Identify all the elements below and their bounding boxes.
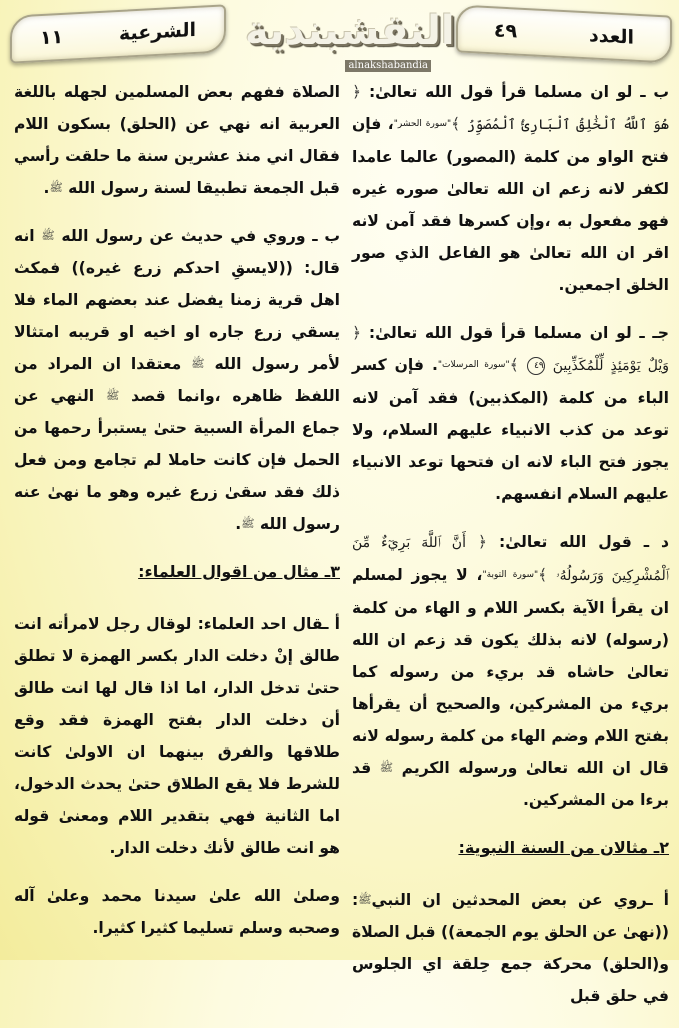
closing-prayer: وصلىٰ الله علىٰ سيدنا محمد وعلىٰ آله وصحبه وسلم تسليما كثيرا كثيرا. — [14, 887, 340, 937]
paragraph-text: ، لا يجوز لمسلم ان يقرأ الآية بكسر اللام و الهاء من كلمة (رسوله) لانه بذلك يكون قد زعم ان الله تعالىٰ حاشاه قد بريء من رسوله كما بريء من المشركين، والصحيح أن يقرأها بفتح اللام وضم الهاء من كلمة رسوله لانه قال ان الله تعالىٰ ورسوله الكريم — [352, 566, 669, 777]
quran-bracket-close: ﴾ — [451, 115, 461, 133]
paragraph-lead: جـ ـ لو ان مسلما قرأ قول الله تعالىٰ: — [361, 324, 669, 342]
quran-bracket-open: ﴿ — [352, 324, 362, 342]
period: . — [235, 515, 242, 533]
right-column — [352, 76, 669, 1028]
quran-bracket-open: ﴿ — [352, 83, 362, 101]
paragraph-lead: ب ـ وروي في حديث عن رسول الله — [54, 227, 340, 245]
paragraph-text: قد برءا من المشركين. — [352, 759, 669, 809]
section-banner — [10, 4, 226, 63]
period: . — [43, 179, 50, 197]
salawat-icon: ﷺ — [191, 357, 205, 370]
paragraph-text: الصلاة ففهم بعض المسلمين لجهله باللغة العربية انه نهي عن (الحلق) بسكون اللام فقال اني منذ عشرين سنة ما حلقت رأسي قبل الجمعة تطبيقا لسنة رسول الله — [14, 83, 340, 197]
paragraph-b-right — [352, 76, 669, 301]
salawat-icon: ﷺ — [105, 389, 120, 402]
paragraph-lead: أ ـروي عن بعض المحدثين ان النبي — [371, 891, 669, 909]
logo-arabic: النقشبندية — [245, 8, 455, 54]
paragraph-text: انه قال: ((لايسقِ احدكم زرع غيره)) فمكث اهل قرية زمنا يفضل عند بعضهم الماء فلا يسقي زرع جاره او اخيه او قريبه امتثالا لأمر رسول الله — [14, 227, 340, 373]
left-column — [14, 76, 340, 960]
paragraph-j-right — [352, 317, 669, 510]
paragraph-a-left: أ ـقال احد العلماء: لوقال رجل لامرأته انت طالق إنْ دخلت الدار بكسر الهمزة لا تطلق حتىٰ تدخل الدار، اما اذا قال لها انت طالق أن دخلت الدار بفتح الهمزة فقد وقع طلاقها والفرق بينهما ان الاولىٰ كانت للشرط فلا يقع الطلاق حتىٰ يحدث الدخول، اما الثانية فهي بتقدير اللام ومعنىٰ قوله هو انت طالق لأنك دخلت الدار. — [14, 615, 340, 857]
page-number: ١١ — [39, 25, 64, 50]
section-heading-2: ٢ـ مثالان من السنة النبوية: — [458, 838, 669, 857]
logo-english: alnakshabandia — [345, 60, 431, 72]
sura-reference: "سورة الحشر" — [393, 119, 452, 129]
issue-number: ٤٩ — [493, 19, 518, 43]
quran-bracket-close: ﴾ — [538, 566, 548, 584]
ayah-number: ٤٩ — [527, 357, 545, 375]
sura-reference: "سورة المرسلات" — [437, 360, 510, 370]
paragraph-lead: د ـ قول الله تعالىٰ: — [487, 533, 669, 551]
page-header — [0, 0, 679, 74]
quran-verse: وَيْلٌ يَوْمَئِذٍ لِّلْمُكَذِّبِينَ — [552, 358, 670, 374]
issue-label: العدد — [588, 24, 635, 49]
paragraph-text: :((نهىٰ عن الحلق يوم الجمعة)) قبل الصلاة و(الحلق) محركة جمع حِلقة اي الجلوس في حلق قبل — [352, 891, 669, 1005]
salawat-icon: ﷺ — [241, 517, 255, 530]
issue-banner — [456, 4, 672, 63]
salawat-icon: ﷺ — [358, 893, 372, 906]
paragraph-text: النهي عن جماع المرأة السبية حتىٰ يستبرأ رحمها من الحمل فإن كانت حاملا لم تجامع ومن فعل ذلك فقد سقىٰ زرع غيره وهو ما نهىٰ عنه رسول الله — [14, 387, 340, 533]
quran-verse: هُوَ ٱللَّهُ ٱلْخَٰلِقُ ٱلْبَارِئُ ٱلْمُصَوِّرُ — [466, 117, 669, 133]
salawat-icon: ﷺ — [379, 761, 394, 774]
paragraph-lead: ب ـ لو ان مسلما قرأ قول الله تعالىٰ: — [361, 83, 669, 101]
quran-verse: أَنَّ ٱللَّهَ بَرِيٓءٌ مِّنَ ٱلْمُشْرِكِينَ وَرَسُولُهُۥ — [352, 535, 669, 584]
paragraph-text: . فإن كسر الباء من كلمة (المكذبين) فقد آمن لانه توعد من كذب الانبياء عليهم السلام، ولا يجوز فتح الباء لانه ان فتحها توعد الانبياء عليهم السلام انفسهم. — [352, 356, 669, 503]
section-heading-3: ٣ـ مثال من اقوال العلماء: — [138, 562, 340, 581]
sura-reference: "سورة التوبة" — [482, 570, 539, 580]
section-name: الشرعية — [119, 18, 197, 45]
paragraph-text: معتقدا ان المراد من اللفظ ظاهره ،وانما قصد — [14, 355, 340, 405]
magazine-logo — [245, 6, 455, 72]
quran-bracket-close: ﴾ — [509, 356, 519, 374]
salawat-icon: ﷺ — [49, 181, 63, 194]
paragraph-b-left — [14, 220, 340, 540]
paragraph-text: ، فإن فتح الواو من كلمة (المصور) عالما عامدا لكفر لانه زعم ان الله تعالىٰ صوره غيره فهو مفعول به ،وإن كسرها فقد آمن لانه اقر ان الله تعالىٰ هو الفاعل الذي صور الخلق اجمعين. — [352, 115, 669, 294]
quran-bracket-open: ﴿ — [477, 533, 488, 551]
paragraph-d-right — [352, 526, 669, 816]
salawat-icon: ﷺ — [41, 229, 55, 242]
paragraph-continued — [14, 76, 340, 204]
paragraph-a-right — [352, 884, 669, 1012]
